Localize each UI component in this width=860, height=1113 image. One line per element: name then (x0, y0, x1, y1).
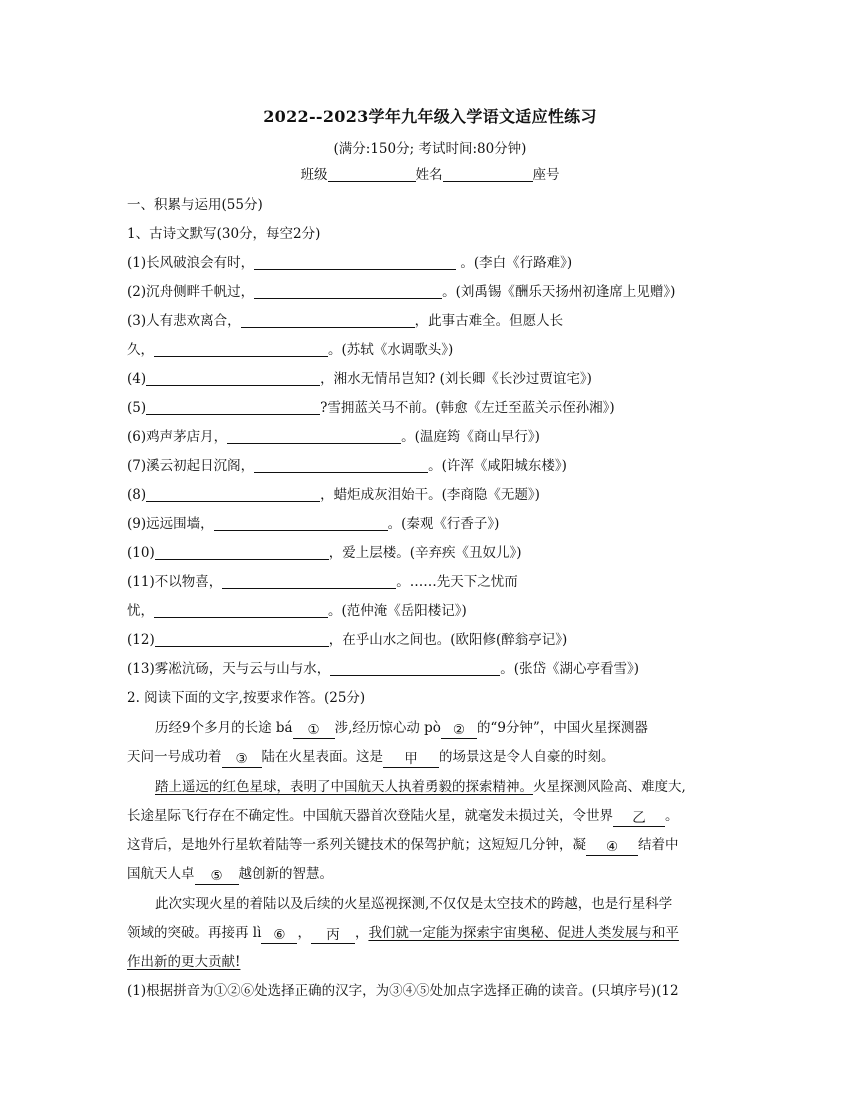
answer-blank[interactable] (155, 545, 329, 560)
answer-blank[interactable] (254, 458, 428, 473)
passage-line-8: 领域的突破。再接再 lì ⑥ ， 丙 ，我们就一定能为探索宇宙奥秘、促进人类发展与和平 (127, 925, 679, 943)
answer-blank[interactable] (254, 255, 456, 270)
q1-title: 1、古诗文默写(30分，每空2分) (127, 226, 321, 242)
passage-line-6: 国航天人卓 ⑤ 越创新的智慧。 (127, 866, 333, 884)
q2-title: 2. 阅读下面的文字,按要求作答。(25分) (127, 690, 366, 706)
fill-blank-yi[interactable]: 乙 (613, 811, 665, 827)
passage-line-9 (127, 950, 240, 970)
seat-label: 座号 (532, 167, 560, 183)
poem-item-7: (7)溪云初起日沉阁， 。(许浑《咸阳城东楼》) (127, 458, 567, 474)
underlined-sentence-2: 我们就一定能为探索宇宙奥秘、促进人类发展与和平 (368, 925, 679, 941)
poem-item-3: (3)人有悲欢离合， ，此事古难全。但愿人长 (127, 313, 564, 329)
passage-line-3: 踏上遥远的红色星球，表明了中国航天人执着勇毅的探索精神。火星探测风险高、难度大, (155, 779, 686, 795)
student-info-line (0, 163, 860, 183)
answer-blank[interactable] (254, 284, 442, 299)
passage-line-5: 这背后，是地外行星软着陆等一系列关键技术的保驾护航；这短短几分钟，凝 ④ 结着中 (127, 837, 679, 855)
poem-item-5: (5) ?雪拥蓝关马不前。(韩愈《左迁至蓝关示侄孙湘》) (127, 400, 615, 416)
fill-blank-2[interactable]: ② (441, 723, 477, 739)
class-blank[interactable] (328, 167, 416, 182)
answer-blank[interactable] (155, 632, 329, 647)
answer-blank[interactable] (146, 400, 320, 415)
fill-blank-5[interactable]: ⑤ (195, 869, 239, 885)
exam-title: 2022--2023学年九年级入学语文适应性练习 (263, 107, 597, 126)
poem-item-10: (10) ，爱上层楼。(辛弃疾《丑奴儿》) (127, 545, 522, 561)
answer-blank[interactable] (222, 574, 396, 589)
poem-item-6: (6)鸡声茅店月， 。(温庭筠《商山早行》) (127, 429, 540, 445)
poem-item-3-cont: 久， 。(苏轼《水调歌头》) (127, 342, 454, 358)
fill-blank-1[interactable]: ① (293, 723, 335, 739)
poem-item-8: (8) ，蜡炬成灰泪始干。(李商隐《无题》) (127, 487, 540, 503)
name-blank[interactable] (443, 167, 533, 182)
passage-line-1: 历经9个多月的长途 bá ① 涉,经历惊心动 pò ② 的“9分钟”，中国火星探测器 (155, 720, 648, 738)
fill-blank-jia[interactable]: 甲 (383, 752, 439, 768)
fill-blank-6[interactable]: ⑥ (261, 928, 297, 944)
poem-item-12: (12) ，在乎山水之间也。(欧阳修(醉翁亭记》) (127, 632, 568, 648)
poem-item-4: (4) ，湘水无情吊岂知? (刘长卿《长沙过贾谊宅》) (127, 371, 592, 387)
poem-item-1: (1)长风破浪会有时， 。(李白《行路难》) (127, 255, 573, 271)
fill-blank-bing[interactable]: 丙 (311, 928, 355, 944)
underlined-sentence-1: 踏上遥远的红色星球，表明了中国航天人执着勇毅的探索精神。 (155, 779, 533, 795)
answer-blank[interactable] (227, 429, 401, 444)
subquestion-1: (1)根据拼音为①②⑥处选择正确的汉字，为③④⑤处加点字选择正确的读音。(只填序号)(12 (127, 983, 679, 999)
answer-blank[interactable] (241, 313, 415, 328)
answer-blank[interactable] (214, 516, 388, 531)
answer-blank[interactable] (154, 603, 328, 618)
answer-blank[interactable] (146, 371, 320, 386)
poem-item-13: (13)雾凇沆砀，天与云与山与水， 。(张岱《湖心亭看雪》) (127, 661, 640, 677)
poem-item-9: (9)远远围墙， 。(秦观《行香子》) (127, 516, 500, 532)
passage-line-2: 天问一号成功着 ③ 陆在火星表面。这是 甲 的场景这是令人自豪的时刻。 (127, 749, 615, 767)
exam-subtitle: (满分:150分; 考试时间:80分钟) (333, 141, 527, 157)
answer-blank[interactable] (154, 342, 328, 357)
answer-blank[interactable] (330, 661, 500, 676)
section1-title: 一、积累与运用(55分) (127, 197, 263, 213)
fill-blank-4[interactable]: ④ (586, 840, 638, 856)
poem-item-11: (11)不以物喜， 。……先天下之忧而 (127, 574, 518, 590)
name-label: 姓名 (415, 167, 443, 183)
poem-item-11-cont: 忧， 。(范仲淹《岳阳楼记》) (127, 603, 467, 619)
poem-item-2: (2)沉舟侧畔千帆过， 。(刘禹锡《酬乐天扬州初逢席上见赠》) (127, 284, 676, 300)
passage-line-7: 此次实现火星的着陆以及后续的火星巡视探测,不仅仅是太空技术的跨越，也是行星科学 (155, 896, 673, 912)
answer-blank[interactable] (146, 487, 320, 502)
class-label: 班级 (300, 167, 328, 183)
fill-blank-3[interactable]: ③ (222, 752, 262, 768)
passage-line-4: 长途星际飞行存在不确定性。中国航天器首次登陆火星，就毫发未损过关，令世界 乙 。 (127, 808, 679, 826)
underlined-sentence-2-cont: 作出新的更大贡献! (127, 954, 241, 970)
